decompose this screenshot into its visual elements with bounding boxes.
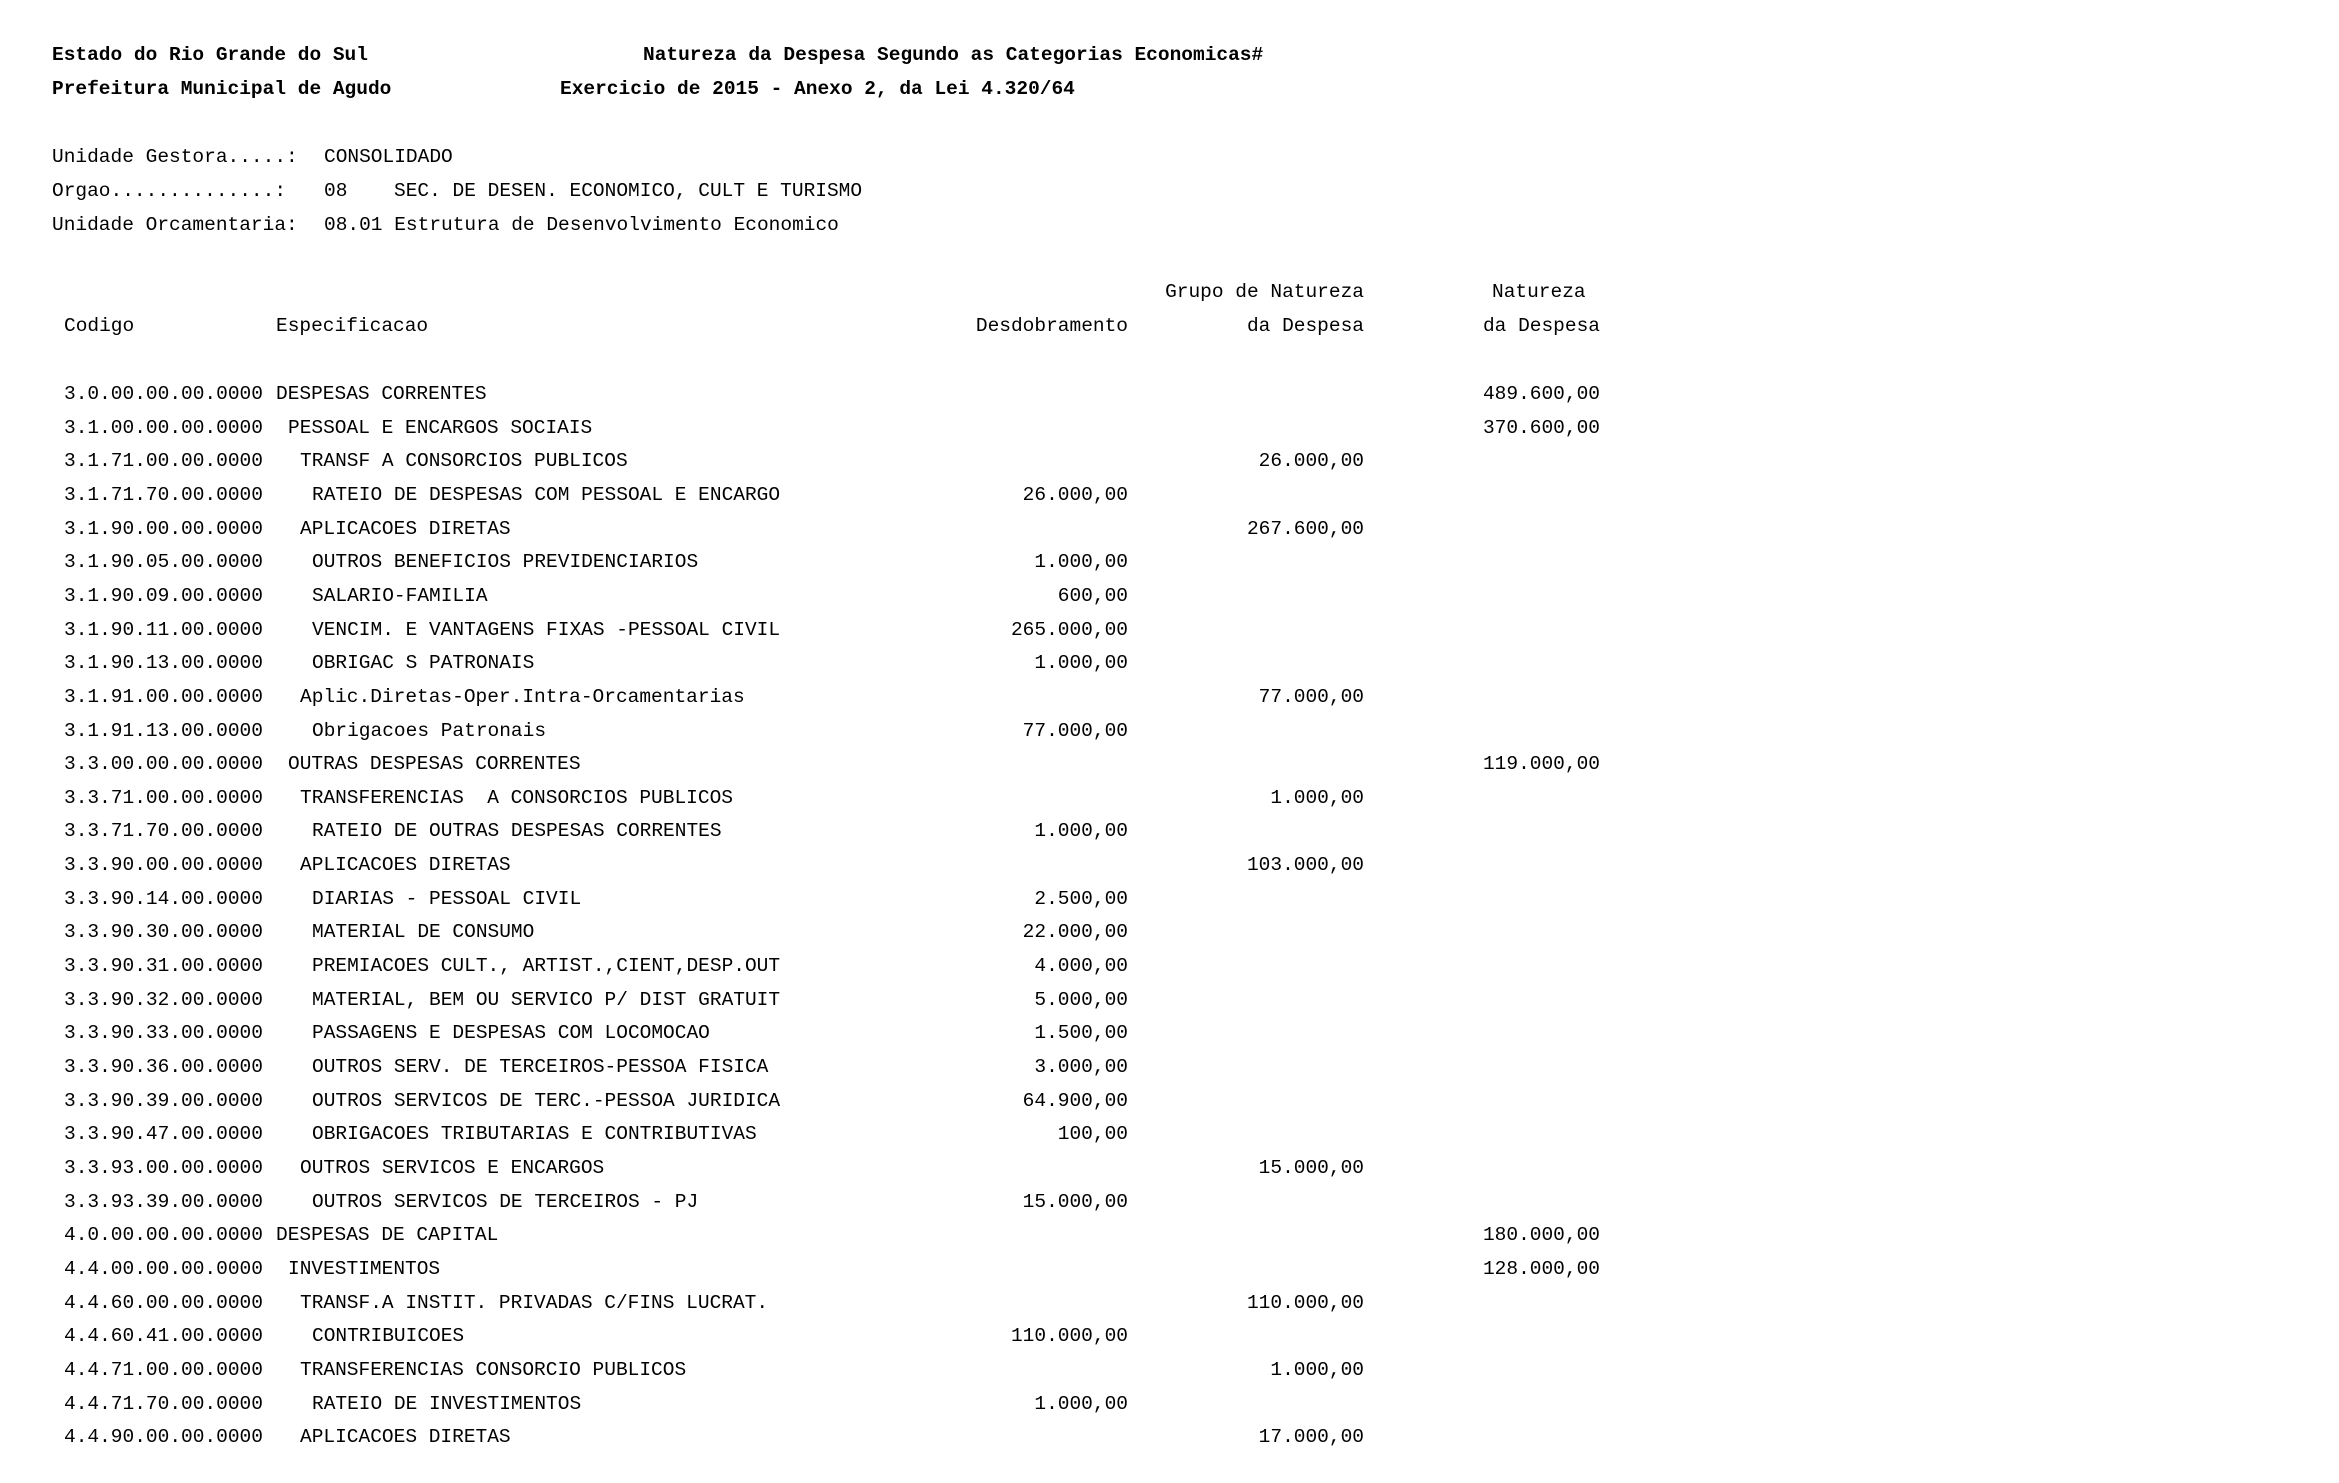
row-code: 4.4.90.00.00.0000 <box>64 1426 263 1448</box>
row-description: OUTROS BENEFICIOS PREVIDENCIARIOS <box>312 551 699 573</box>
row-description: TRANSFERENCIAS A CONSORCIOS PUBLICOS <box>300 787 733 809</box>
row-code: 3.3.90.31.00.0000 <box>64 955 263 977</box>
column-header-grupo-line2: da Despesa <box>1246 315 1364 337</box>
table-row <box>0 983 1600 1017</box>
row-description: RATEIO DE DESPESAS COM PESSOAL E ENCARGO <box>312 484 781 506</box>
row-code: 3.3.93.39.00.0000 <box>64 1191 263 1213</box>
table-row <box>0 781 1600 815</box>
table-row <box>0 478 1600 512</box>
table-row <box>0 377 1600 411</box>
row-description: PESSOAL E ENCARGOS SOCIAIS <box>288 417 593 439</box>
row-description: RATEIO DE OUTRAS DESPESAS CORRENTES <box>312 820 722 842</box>
row-code: 4.4.60.00.00.0000 <box>64 1292 263 1314</box>
row-description: OBRIGACOES TRIBUTARIAS E CONTRIBUTIVAS <box>312 1123 757 1145</box>
row-code: 3.3.90.00.00.0000 <box>64 854 263 876</box>
row-code: 3.1.00.00.00.0000 <box>64 417 263 439</box>
row-code: 3.3.90.47.00.0000 <box>64 1123 263 1145</box>
row-code: 3.3.71.00.00.0000 <box>64 787 263 809</box>
row-description: SALARIO-FAMILIA <box>312 585 488 607</box>
row-code: 3.3.90.33.00.0000 <box>64 1022 263 1044</box>
column-header-desdobramento: Desdobramento <box>975 315 1128 337</box>
row-description: OUTROS SERVICOS E ENCARGOS <box>300 1157 605 1179</box>
row-code: 3.3.90.14.00.0000 <box>64 888 263 910</box>
row-code: 3.1.71.70.00.0000 <box>64 484 263 506</box>
row-code: 3.1.71.00.00.0000 <box>64 450 263 472</box>
table-row <box>0 882 1600 916</box>
table-row <box>0 444 1600 478</box>
table-row <box>0 915 1600 949</box>
row-desdobramento: 100,00 <box>1057 1123 1128 1145</box>
row-desdobramento: 22.000,00 <box>1022 921 1128 943</box>
row-desdobramento: 15.000,00 <box>1022 1191 1128 1213</box>
row-code: 4.0.00.00.00.0000 <box>64 1224 263 1246</box>
row-description: PASSAGENS E DESPESAS COM LOCOMOCAO <box>312 1022 710 1044</box>
row-description: INVESTIMENTOS <box>288 1258 441 1280</box>
row-desdobramento: 265.000,00 <box>1010 619 1128 641</box>
row-description: CONTRIBUICOES <box>312 1325 465 1347</box>
row-code: 4.4.71.00.00.0000 <box>64 1359 263 1381</box>
row-desdobramento: 26.000,00 <box>1022 484 1128 506</box>
row-code: 3.3.00.00.00.0000 <box>64 753 263 775</box>
row-grupo-natureza: 1.000,00 <box>1270 787 1364 809</box>
unidade-orcamentaria-label: Unidade Orcamentaria: <box>52 214 298 236</box>
table-row <box>0 545 1600 579</box>
row-description: OBRIGAC S PATRONAIS <box>312 652 535 674</box>
row-description: TRANSF.A INSTIT. PRIVADAS C/FINS LUCRAT. <box>300 1292 769 1314</box>
table-row <box>0 1286 1600 1320</box>
row-grupo-natureza: 1.000,00 <box>1270 1359 1364 1381</box>
row-natureza-despesa: 128.000,00 <box>1482 1258 1600 1280</box>
row-grupo-natureza: 15.000,00 <box>1258 1157 1364 1179</box>
row-code: 3.1.90.00.00.0000 <box>64 518 263 540</box>
row-desdobramento: 1.000,00 <box>1034 1393 1128 1415</box>
row-code: 4.4.71.70.00.0000 <box>64 1393 263 1415</box>
table-row <box>0 1151 1600 1185</box>
table-row <box>0 411 1600 445</box>
row-code: 3.1.90.05.00.0000 <box>64 551 263 573</box>
table-row <box>0 848 1600 882</box>
row-description: APLICACOES DIRETAS <box>300 1426 511 1448</box>
row-natureza-despesa: 119.000,00 <box>1482 753 1600 775</box>
column-header-codigo: Codigo <box>64 315 135 337</box>
row-description: MATERIAL, BEM OU SERVICO P/ DIST GRATUIT <box>312 989 781 1011</box>
table-row <box>0 1084 1600 1118</box>
table-row <box>0 1387 1600 1421</box>
table-row <box>0 579 1600 613</box>
row-grupo-natureza: 26.000,00 <box>1258 450 1364 472</box>
column-header-grupo-line1: Grupo de Natureza <box>1165 281 1364 303</box>
column-header-natureza-line2: da Despesa <box>1482 315 1600 337</box>
unidade-gestora-value: CONSOLIDADO <box>324 146 453 168</box>
table-row <box>0 949 1600 983</box>
row-code: 3.1.91.00.00.0000 <box>64 686 263 708</box>
row-description: OUTRAS DESPESAS CORRENTES <box>288 753 581 775</box>
row-code: 3.3.71.70.00.0000 <box>64 820 263 842</box>
row-description: PREMIACOES CULT., ARTIST.,CIENT,DESP.OUT <box>312 955 781 977</box>
row-description: Obrigacoes Patronais <box>312 720 547 742</box>
row-code: 3.1.90.13.00.0000 <box>64 652 263 674</box>
row-code: 3.1.90.11.00.0000 <box>64 619 263 641</box>
row-code: 3.3.93.00.00.0000 <box>64 1157 263 1179</box>
row-desdobramento: 1.000,00 <box>1034 820 1128 842</box>
row-natureza-despesa: 370.600,00 <box>1482 417 1600 439</box>
row-desdobramento: 600,00 <box>1057 585 1128 607</box>
row-grupo-natureza: 267.600,00 <box>1246 518 1364 540</box>
row-natureza-despesa: 180.000,00 <box>1482 1224 1600 1246</box>
row-code: 4.4.60.41.00.0000 <box>64 1325 263 1347</box>
column-header-natureza-line1: Natureza <box>1492 281 1586 303</box>
row-code: 3.3.90.36.00.0000 <box>64 1056 263 1078</box>
report-title: Natureza da Despesa Segundo as Categorias Economicas# <box>643 44 1264 66</box>
row-description: OUTROS SERV. DE TERCEIROS-PESSOA FISICA <box>312 1056 769 1078</box>
row-desdobramento: 4.000,00 <box>1034 955 1128 977</box>
row-desdobramento: 2.500,00 <box>1034 888 1128 910</box>
table-row <box>0 512 1600 546</box>
table-row <box>0 1185 1600 1219</box>
row-description: DESPESAS CORRENTES <box>276 383 487 405</box>
table-row <box>0 1252 1600 1286</box>
row-description: DESPESAS DE CAPITAL <box>276 1224 499 1246</box>
row-desdobramento: 1.000,00 <box>1034 652 1128 674</box>
row-description: APLICACOES DIRETAS <box>300 854 511 876</box>
orgao-label: Orgao..............: <box>52 180 287 202</box>
unidade-gestora-label: Unidade Gestora.....: <box>52 146 298 168</box>
orgao-name: SEC. DE DESEN. ECONOMICO, CULT E TURISMO <box>394 180 863 202</box>
row-grupo-natureza: 110.000,00 <box>1246 1292 1364 1314</box>
row-description: OUTROS SERVICOS DE TERC.-PESSOA JURIDICA <box>312 1090 781 1112</box>
row-description: TRANSF A CONSORCIOS PUBLICOS <box>300 450 628 472</box>
table-row <box>0 1016 1600 1050</box>
orgao-code: 08 <box>324 180 348 202</box>
row-desdobramento: 3.000,00 <box>1034 1056 1128 1078</box>
row-desdobramento: 64.900,00 <box>1022 1090 1128 1112</box>
municipality-name: Prefeitura Municipal de Agudo <box>52 78 392 100</box>
row-desdobramento: 110.000,00 <box>1010 1325 1128 1347</box>
row-code: 3.3.90.39.00.0000 <box>64 1090 263 1112</box>
row-code: 4.4.00.00.00.0000 <box>64 1258 263 1280</box>
row-description: MATERIAL DE CONSUMO <box>312 921 535 943</box>
row-code: 3.3.90.32.00.0000 <box>64 989 263 1011</box>
row-description: Aplic.Diretas-Oper.Intra-Orcamentarias <box>300 686 745 708</box>
row-code: 3.1.91.13.00.0000 <box>64 720 263 742</box>
row-grupo-natureza: 103.000,00 <box>1246 854 1364 876</box>
row-description: TRANSFERENCIAS CONSORCIO PUBLICOS <box>300 1359 687 1381</box>
row-code: 3.3.90.30.00.0000 <box>64 921 263 943</box>
table-row <box>0 613 1600 647</box>
row-description: DIARIAS - PESSOAL CIVIL <box>312 888 582 910</box>
row-desdobramento: 1.000,00 <box>1034 551 1128 573</box>
row-description: RATEIO DE INVESTIMENTOS <box>312 1393 582 1415</box>
row-description: OUTROS SERVICOS DE TERCEIROS - PJ <box>312 1191 699 1213</box>
row-code: 3.0.00.00.00.0000 <box>64 383 263 405</box>
report-subtitle: Exercicio de 2015 - Anexo 2, da Lei 4.320/64 <box>560 78 1075 100</box>
row-desdobramento: 1.500,00 <box>1034 1022 1128 1044</box>
row-grupo-natureza: 77.000,00 <box>1258 686 1364 708</box>
table-row <box>0 1420 1600 1454</box>
row-desdobramento: 5.000,00 <box>1034 989 1128 1011</box>
table-row <box>0 646 1600 680</box>
table-row <box>0 1353 1600 1387</box>
row-description: VENCIM. E VANTAGENS FIXAS -PESSOAL CIVIL <box>312 619 781 641</box>
table-row <box>0 714 1600 748</box>
column-header-especificacao: Especificacao <box>276 315 429 337</box>
row-grupo-natureza: 17.000,00 <box>1258 1426 1364 1448</box>
table-row <box>0 1319 1600 1353</box>
row-description: APLICACOES DIRETAS <box>300 518 511 540</box>
table-row <box>0 680 1600 714</box>
table-row <box>0 814 1600 848</box>
state-name: Estado do Rio Grande do Sul <box>52 44 368 66</box>
table-row <box>0 1117 1600 1151</box>
table-row <box>0 1050 1600 1084</box>
table-row <box>0 747 1600 781</box>
unidade-orcamentaria-value: 08.01 Estrutura de Desenvolvimento Economico <box>324 214 839 236</box>
table-row <box>0 1218 1600 1252</box>
row-natureza-despesa: 489.600,00 <box>1482 383 1600 405</box>
row-code: 3.1.90.09.00.0000 <box>64 585 263 607</box>
row-desdobramento: 77.000,00 <box>1022 720 1128 742</box>
